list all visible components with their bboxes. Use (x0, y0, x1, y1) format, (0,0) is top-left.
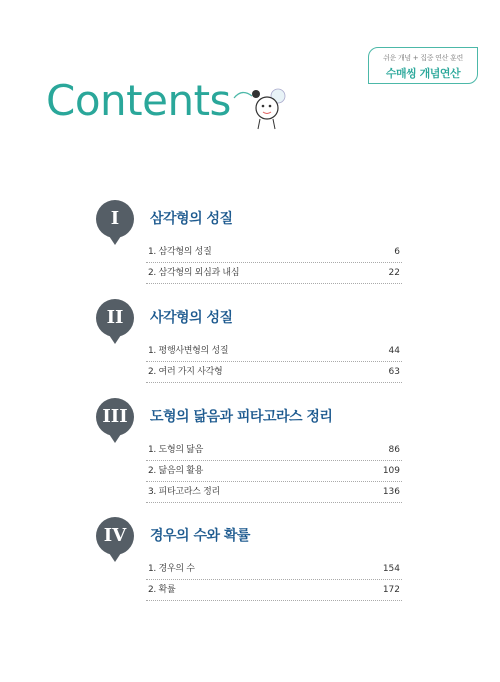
section-items (146, 341, 402, 383)
toc-item-label: 2. 여러 가지 사각형 (148, 367, 223, 377)
toc-item-label: 2. 확률 (148, 585, 176, 595)
brand-name: 수매씽 개념연산 (385, 67, 461, 80)
section-numeral-badge: IV (96, 517, 134, 555)
section-numeral-badge: II (96, 299, 134, 337)
toc-item[interactable] (146, 440, 402, 461)
toc-item[interactable] (146, 263, 402, 284)
toc-item-page: 44 (388, 346, 400, 356)
section-items (146, 242, 402, 284)
section-title[interactable]: 삼각형의 성질 (150, 211, 233, 227)
section-numeral-badge: I (96, 200, 134, 238)
toc-item-page: 63 (388, 367, 400, 377)
toc-item-label: 2. 삼각형의 외심과 내심 (148, 268, 240, 278)
toc-item-page: 22 (388, 268, 400, 278)
page-title: Contents (46, 76, 231, 125)
toc-item-page: 109 (382, 466, 400, 476)
toc-item[interactable] (146, 362, 402, 383)
toc-item[interactable] (146, 580, 402, 601)
section-items (146, 440, 402, 503)
toc-item-page: 6 (394, 247, 400, 257)
toc-item-page: 172 (382, 585, 400, 595)
toc-item-label: 1. 경우의 수 (148, 564, 195, 574)
toc-item-page: 154 (382, 564, 400, 574)
toc-item-label: 1. 도형의 닮음 (148, 445, 204, 455)
section-numeral-badge: III (96, 398, 134, 436)
section-title[interactable]: 사각형의 성질 (150, 310, 233, 326)
toc-item-label: 1. 평행사변형의 성질 (148, 346, 229, 356)
toc-item[interactable] (146, 559, 402, 580)
section-items (146, 559, 402, 601)
section-title[interactable]: 도형의 닮음과 피타고라스 정리 (150, 409, 333, 425)
brand-logo (368, 47, 478, 84)
toc-item-label: 1. 삼각형의 성질 (148, 247, 212, 257)
toc-item-label: 3. 피타고라스 정리 (148, 487, 220, 497)
toc-item-page: 86 (388, 445, 400, 455)
toc-item-label: 2. 닮음의 활용 (148, 466, 204, 476)
toc-item[interactable] (146, 482, 402, 503)
toc-item[interactable] (146, 341, 402, 362)
toc-item[interactable] (146, 242, 402, 263)
section-title[interactable]: 경우의 수와 확률 (150, 528, 250, 544)
toc-item[interactable] (146, 461, 402, 482)
mascot-illustration (232, 84, 292, 136)
brand-tagline: 쉬운 개념 + 집중 연산 훈련 (383, 54, 463, 62)
toc-item-page: 136 (382, 487, 400, 497)
